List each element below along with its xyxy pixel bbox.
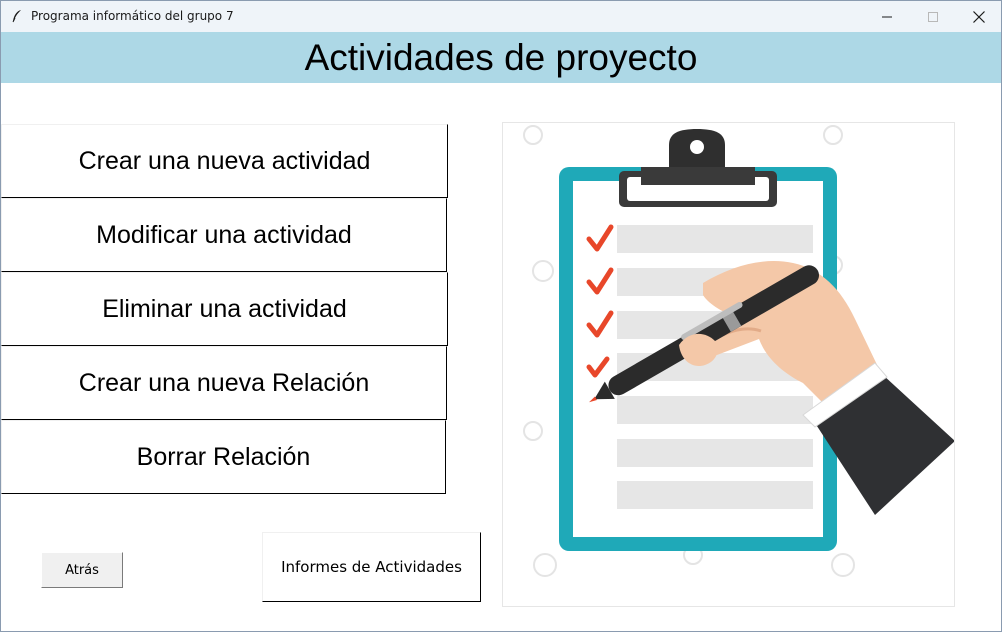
clipboard-illustration <box>502 122 955 607</box>
minimize-button[interactable] <box>864 1 910 32</box>
create-relation-button[interactable]: Crear una nueva Relación <box>1 346 447 420</box>
maximize-icon <box>928 12 938 22</box>
delete-activity-button[interactable]: Eliminar una actividad <box>1 272 448 346</box>
delete-relation-button[interactable]: Borrar Relación <box>1 420 446 494</box>
close-button[interactable] <box>956 1 1002 32</box>
clipboard-checklist-icon <box>503 123 955 607</box>
close-icon <box>973 11 985 23</box>
back-button[interactable]: Atrás <box>41 552 123 588</box>
minimize-icon <box>882 12 892 22</box>
maximize-button[interactable] <box>910 1 956 32</box>
title-bar <box>1 1 1001 32</box>
page-title: Actividades de proyecto <box>304 36 698 78</box>
create-activity-button[interactable]: Crear una nueva actividad <box>1 124 448 198</box>
window-title: Programa informático del grupo 7 <box>31 9 234 23</box>
feather-icon <box>11 9 23 23</box>
page-header <box>1 32 1001 83</box>
modify-activity-button[interactable]: Modificar una actividad <box>1 198 447 272</box>
activity-reports-button[interactable]: Informes de Actividades <box>262 532 481 602</box>
